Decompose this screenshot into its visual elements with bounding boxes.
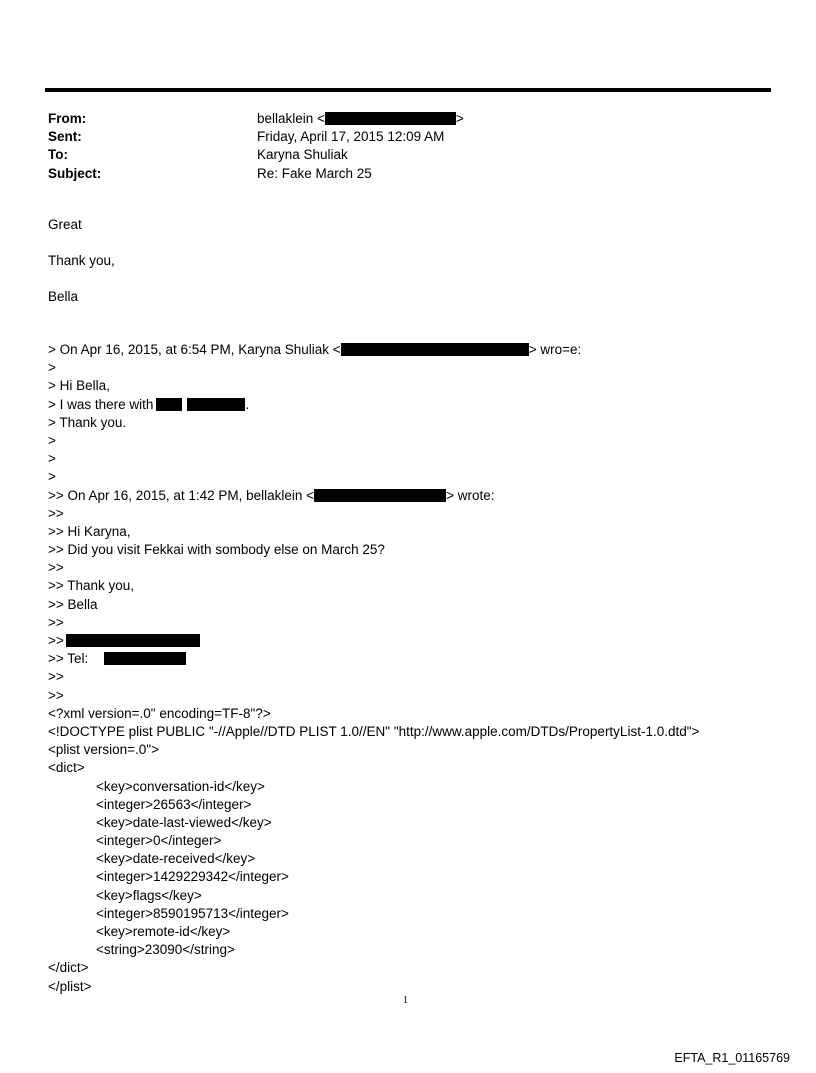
plist-line: <dict> xyxy=(48,760,85,776)
quote-intro-suffix: > wrote: xyxy=(446,487,495,503)
quote-line xyxy=(48,632,699,650)
plist-entry: <key>flags</key> xyxy=(96,887,202,903)
quote-line: >> Thank you, xyxy=(48,578,135,594)
redaction-block xyxy=(314,489,446,502)
quote-line xyxy=(48,650,699,668)
quote-line: > Thank you. xyxy=(48,414,127,430)
quote-intro xyxy=(48,341,699,359)
plist-entry: <key>remote-id</key> xyxy=(96,924,231,939)
plist-entry: <integer>26563</integer> xyxy=(96,796,252,812)
sent-label: Sent: xyxy=(48,129,82,145)
to-value: Karyna Shuliak xyxy=(257,147,348,163)
redaction-block xyxy=(341,343,529,356)
quote-intro xyxy=(48,487,699,505)
reply-line: Great xyxy=(48,217,82,232)
reply-body xyxy=(48,216,115,307)
plist-line: <?xml version=.0" encoding=TF-8"?> xyxy=(48,705,271,721)
reply-line: Bella xyxy=(48,289,79,305)
redaction-block xyxy=(156,398,182,411)
page-number: 1 xyxy=(403,995,408,1006)
quote-line: >> xyxy=(48,505,64,521)
plist-line: </plist> xyxy=(48,978,92,994)
redaction-block xyxy=(104,652,186,665)
plist-entry: <integer>8590195713</integer> xyxy=(96,905,289,921)
plist-entry: <key>date-received</key> xyxy=(96,851,256,867)
plist-entry: <string>23090</string> xyxy=(96,942,235,958)
redaction-block xyxy=(187,398,245,411)
plist-line: </dict> xyxy=(48,960,89,976)
tel-label: >> Tel: xyxy=(48,651,89,667)
quote-line: > xyxy=(48,432,56,448)
quote-line: >> xyxy=(48,669,64,685)
quote-line: >> xyxy=(48,614,64,630)
sent-value: Friday, April 17, 2015 12:09 AM xyxy=(257,129,445,145)
from-value xyxy=(257,110,464,128)
from-name: bellaklein < xyxy=(257,111,325,126)
subject-value: Re: Fake March 25 xyxy=(257,165,372,181)
plist-entry: <integer>1429229342</integer> xyxy=(96,869,289,885)
quote-line: > xyxy=(48,451,56,467)
quote-line: >> xyxy=(48,687,64,703)
quote-period: . xyxy=(245,396,250,412)
quote-line: >> xyxy=(48,560,64,576)
reply-line: Thank you, xyxy=(48,253,115,269)
quote-line: >> Hi Karyna, xyxy=(48,523,131,539)
quoted-thread xyxy=(48,341,699,996)
plist-line: <!DOCTYPE plist PUBLIC "-//Apple//DTD PLIST 1.0//EN" "http://www.apple.com/DTDs/PropertyList-1.0.dtd"> xyxy=(48,723,700,739)
quote-line: > xyxy=(48,469,56,485)
quote-intro-text: >> On Apr 16, 2015, at 1:42 PM, bellaklein < xyxy=(48,487,315,503)
quote-intro-suffix: > wro=e: xyxy=(528,342,582,357)
bates-number: EFTA_R1_01165769 xyxy=(674,1051,790,1065)
plist-entry: <key>conversation-id</key> xyxy=(96,778,265,794)
subject-label: Subject: xyxy=(48,165,102,181)
quote-marker: >> xyxy=(48,633,64,648)
from-label: From: xyxy=(48,111,87,126)
quote-text: > I was there with xyxy=(48,396,154,412)
header-rule xyxy=(45,88,771,92)
quote-line: >> Did you visit Fekkai with sombody else on March 25? xyxy=(48,542,385,558)
quote-intro-text: > On Apr 16, 2015, at 6:54 PM, Karyna Shuliak < xyxy=(48,342,341,357)
redaction-block xyxy=(66,634,200,647)
quote-line: > Hi Bella, xyxy=(48,378,110,394)
plist-entry: <key>date-last-viewed</key> xyxy=(96,814,272,830)
redaction-block xyxy=(325,112,456,125)
plist-line: <plist version=.0"> xyxy=(48,742,159,758)
quote-line xyxy=(48,396,699,414)
to-label: To: xyxy=(48,147,68,163)
quote-line: > xyxy=(48,360,56,376)
from-close: > xyxy=(455,111,464,126)
quote-line: >> Bella xyxy=(48,596,98,612)
plist-entry: <integer>0</integer> xyxy=(96,833,222,849)
